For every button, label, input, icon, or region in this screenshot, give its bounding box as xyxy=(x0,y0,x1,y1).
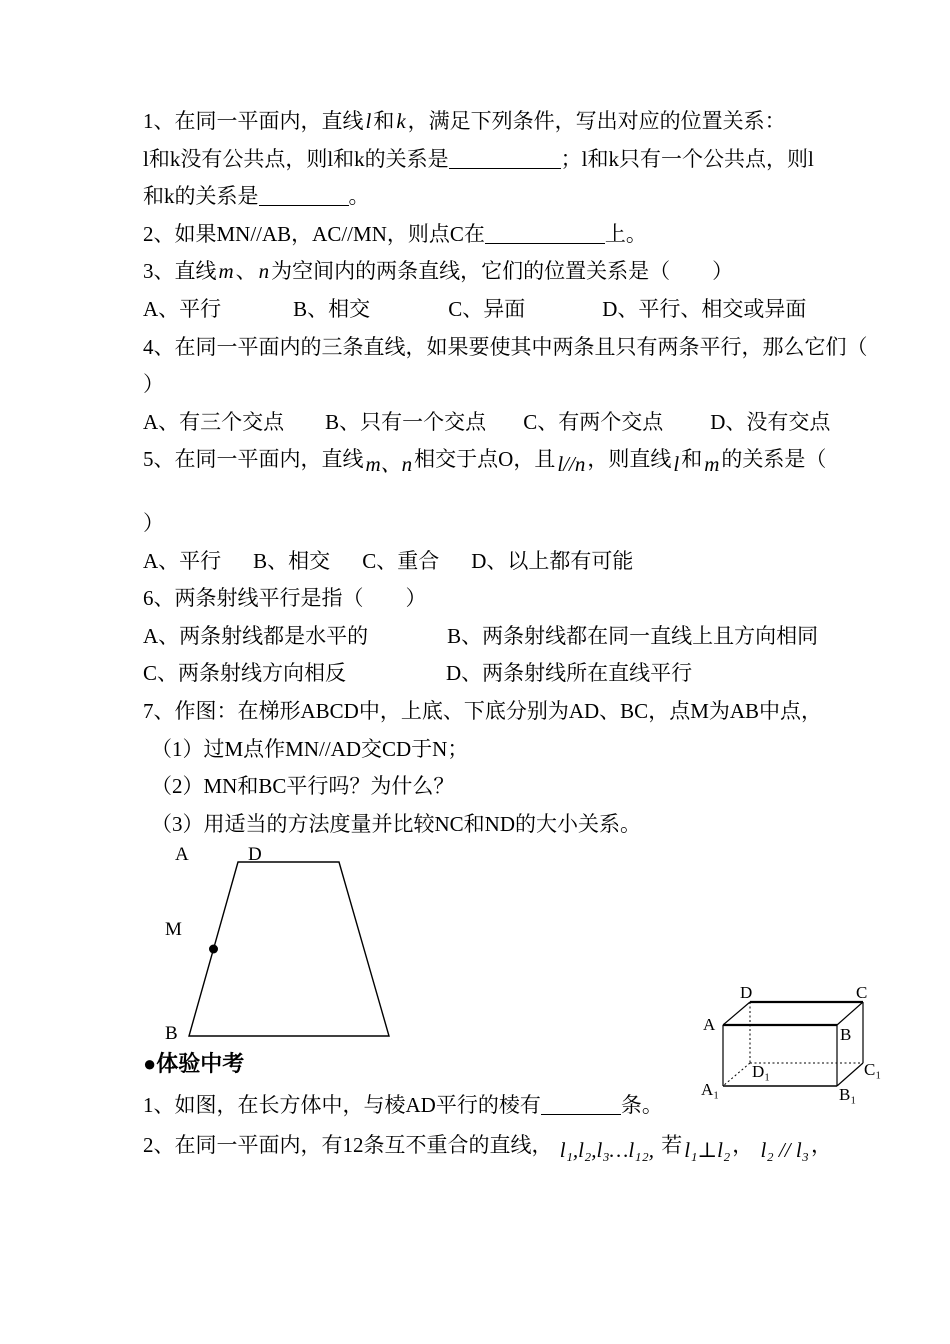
text-run: ；l和k只有一个公共点，则l xyxy=(560,146,814,171)
q5-line1 xyxy=(143,441,833,479)
text-run: A、两条射线都是水平的 xyxy=(143,623,369,648)
q1-line3 xyxy=(143,178,833,216)
cuboid-label-b1: B₁ xyxy=(839,1085,857,1104)
answer-blank xyxy=(449,167,561,169)
text-run: A、平行 xyxy=(143,548,222,573)
cuboid-figure xyxy=(698,978,898,1110)
spacer xyxy=(284,428,325,429)
cuboid-edge-bc xyxy=(837,1002,863,1025)
math-run: l₁⊥l₂ xyxy=(684,1138,731,1163)
text-run: （2）MN和BC平行吗？为什么？ xyxy=(151,774,455,799)
text-run: 3、直线 xyxy=(143,259,217,284)
text-run: ， xyxy=(732,1133,754,1158)
cuboid-edge-ad xyxy=(723,1002,750,1025)
text-run: 和k的关系是 xyxy=(143,184,259,209)
q5-line2 xyxy=(143,505,833,543)
answer-blank xyxy=(259,204,349,206)
text-run: 。 xyxy=(348,184,370,209)
cuboid-edge-b1c1 xyxy=(837,1063,863,1086)
text-run: 和 xyxy=(681,447,703,472)
vertex-label-d: D xyxy=(248,844,262,866)
vertex-label-b: B xyxy=(165,1023,178,1044)
trapezoid-shape xyxy=(189,862,389,1036)
text-run: （3）用适当的方法度量并比较NC和ND的大小关系。 xyxy=(151,811,642,836)
q6-line xyxy=(143,580,833,618)
text-run: D、两条射线所在直线平行 xyxy=(446,661,693,686)
text-run: 2、在同一平面内，有12条互不重合的直线， xyxy=(143,1133,553,1158)
spacer xyxy=(525,315,602,316)
math-run: n xyxy=(258,259,270,284)
cuboid-edge-d1a1-hidden xyxy=(723,1063,750,1086)
text-run: 上。 xyxy=(604,221,647,246)
text-run: ， xyxy=(811,1133,832,1158)
text-run: 、 xyxy=(235,259,257,284)
math-run: m、n xyxy=(365,452,413,477)
trapezoid-drawing xyxy=(163,843,413,1043)
q7-sub3 xyxy=(151,806,833,844)
spacer xyxy=(221,315,293,316)
cuboid-label-c: C xyxy=(856,983,868,1002)
q7-line xyxy=(143,693,833,731)
text-run: ） xyxy=(143,372,164,397)
q6-options-ab xyxy=(143,618,833,656)
q5-options xyxy=(143,543,833,581)
text-run: A、有三个交点 xyxy=(143,409,285,434)
q4-options xyxy=(143,404,833,442)
exam-q2 xyxy=(143,1125,833,1165)
text-run: ，满足下列条件，写出对应的位置关系： xyxy=(407,109,786,133)
answer-blank xyxy=(485,242,605,244)
text-run: ） xyxy=(143,510,164,535)
text-run: ，则直线 xyxy=(587,447,672,472)
math-run: l₂ // l₃ xyxy=(755,1138,809,1163)
text-run: A、平行 xyxy=(143,296,222,321)
math-run: l₁,l₂,l₃…l₁₂, xyxy=(554,1138,660,1163)
spacer xyxy=(486,428,523,429)
cuboid-label-b: B xyxy=(840,1025,852,1044)
math-run: l//n xyxy=(557,452,586,477)
spacer xyxy=(663,428,710,429)
cuboid-label-d1: D₁ xyxy=(752,1062,771,1081)
spacer xyxy=(370,315,448,316)
text-run: 5、在同一平面内，直线 xyxy=(143,447,364,472)
q1-line1 xyxy=(143,103,833,141)
text-run: C、有两个交点 xyxy=(523,409,664,434)
text-run: B、两条射线都在同一直线上且方向相同 xyxy=(447,623,819,648)
midpoint-dot xyxy=(209,945,218,954)
q6-options-cd xyxy=(143,655,833,693)
text-run: 2、如果MN//AB，AC//MN，则点C在 xyxy=(143,221,485,246)
text-run: 条。 xyxy=(620,1093,663,1118)
text-run: D、平行、相交或异面 xyxy=(602,296,807,321)
cuboid-label-a1: A₁ xyxy=(701,1080,720,1099)
cuboid-label-a: A xyxy=(703,1015,716,1034)
math-run: m xyxy=(704,452,720,477)
spacer xyxy=(330,567,362,568)
text-run: 1、在同一平面内，直线 xyxy=(143,109,364,133)
text-run: B、相交 xyxy=(253,548,331,573)
answer-blank xyxy=(541,1113,621,1115)
text-run: 的关系是（ xyxy=(721,447,827,472)
text-run: 6、两条射线平行是指（ ） xyxy=(143,586,427,611)
spacer xyxy=(346,679,446,680)
q3-line xyxy=(143,253,833,291)
text-run: 1、如图，在长方体中，与棱AD平行的棱有 xyxy=(143,1093,541,1118)
spacer xyxy=(221,567,253,568)
math-run: l xyxy=(673,452,680,477)
text-run: 4、在同一平面内的三条直线，如果要使其中两条且只有两条平行，那么它们（ xyxy=(143,334,868,359)
text-run: （1）过M点作MN//AD交CD于N； xyxy=(151,736,469,761)
text-run: C、异面 xyxy=(448,296,526,321)
cuboid-drawing xyxy=(698,978,898,1110)
vertex-label-m: M xyxy=(165,919,182,941)
q2-line xyxy=(143,216,833,254)
text-run: C、两条射线方向相反 xyxy=(143,661,347,686)
document-lines-top xyxy=(143,103,868,843)
cuboid-label-d: D xyxy=(740,983,753,1002)
text-run: D、以上都有可能 xyxy=(471,548,634,573)
text-run: 相交于点O，且 xyxy=(414,447,556,472)
q4-line1 xyxy=(143,329,868,367)
q4-line2 xyxy=(143,366,833,404)
q7-sub2 xyxy=(151,768,833,806)
q1-line2 xyxy=(143,141,833,179)
math-run: l xyxy=(365,109,372,133)
text-run: ●体验中考 xyxy=(143,1051,245,1077)
math-run: k xyxy=(396,109,406,133)
spacer xyxy=(368,642,447,643)
q3-options xyxy=(143,291,833,329)
text-run: l和k没有公共点，则l和k的关系是 xyxy=(143,146,449,171)
math-run: m xyxy=(218,259,234,284)
text-run: 若 xyxy=(661,1133,683,1158)
cuboid-label-c1: C₁ xyxy=(864,1060,882,1079)
text-run: 7、作图：在梯形ABCD中，上底、下底分别为AD、BC，点M为AB中点， xyxy=(143,698,823,723)
text-run: B、相交 xyxy=(293,296,371,321)
text-run: D、没有交点 xyxy=(710,409,831,434)
text-run: 和 xyxy=(373,109,395,133)
text-run: 为空间内的两条直线，它们的位置关系是（ ） xyxy=(271,259,734,284)
spacer xyxy=(439,567,471,568)
vertex-label-a: A xyxy=(175,844,189,866)
text-run: B、只有一个交点 xyxy=(325,409,487,434)
q7-sub1 xyxy=(151,731,833,769)
text-run: C、重合 xyxy=(362,548,440,573)
